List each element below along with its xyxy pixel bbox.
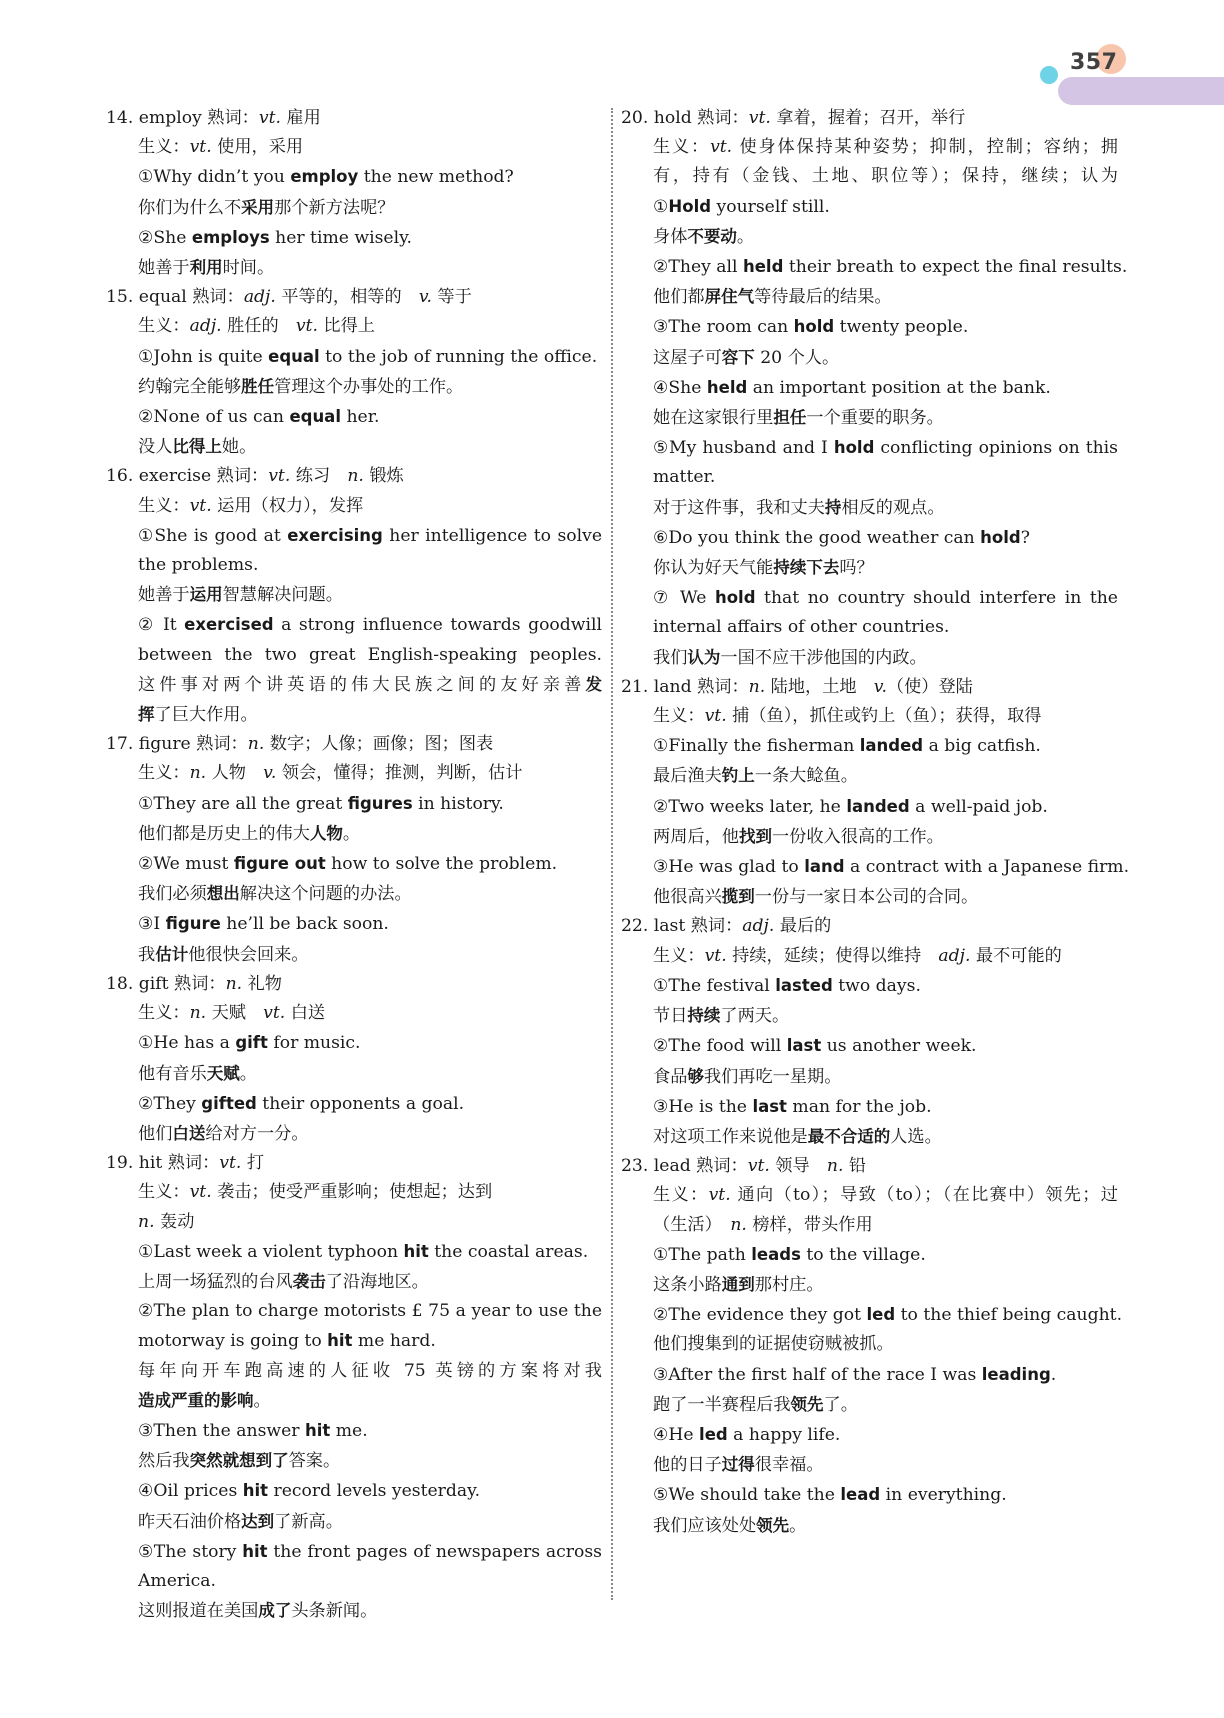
- entry-line: ②They gifted their opponents a goal.: [138, 1093, 465, 1114]
- entry-line: 我们认为一国不应干涉他国的内政。: [653, 647, 927, 668]
- entry-line: 这则报道在美国成了头条新闻。: [138, 1601, 378, 1622]
- entry-line: ①She is good at exercising her intelligence to solve: [138, 525, 602, 546]
- entry-line: 生义：vt. 使身体保持某种姿势；抑制，控制；容纳；拥: [653, 137, 1118, 158]
- entry-line: matter.: [653, 467, 716, 488]
- entry-line: ②She employs her time wisely.: [138, 227, 412, 248]
- entry-line: 生义：vt. 袭击；使受严重影响；使想起；达到: [138, 1182, 493, 1203]
- entry-line: 昨天石油价格达到了新高。: [138, 1511, 343, 1532]
- entry-line: 然后我突然就想到了答案。: [138, 1451, 341, 1472]
- entry-line: 对于这件事，我和丈夫持相反的观点。: [653, 497, 945, 518]
- entry-line: ⑤The story hit the front pages of newspapers across: [138, 1541, 602, 1562]
- entry-line: 食品够我们再吃一星期。: [653, 1066, 842, 1087]
- entry-line: ①Why didn’t you employ the new method?: [138, 167, 514, 188]
- entry-line: ①He has a gift for music.: [138, 1033, 361, 1054]
- entry-17: [106, 730, 602, 970]
- entry-line: ⑤My husband and I hold conflicting opinions on this: [653, 438, 1118, 459]
- entry-line: 我们必须想出解决这个问题的办法。: [138, 884, 412, 905]
- entry-line: 我估计他很快会回来。: [138, 944, 309, 965]
- entry-line: ② It exercised a strong influence towards goodwill: [138, 615, 602, 636]
- entry-line: 最后渔夫钓上一条大鲶鱼。: [653, 766, 858, 787]
- left-column: [106, 104, 602, 1626]
- entry-line: 你认为好天气能持续下去吗？: [653, 558, 874, 579]
- entry-line: 他们都是历史上的伟大人物。: [138, 823, 361, 844]
- entry-headword-line: 19. hit 熟词：vt. 打: [106, 1153, 265, 1174]
- entry-headword-line: 21. land 熟词：n. 陆地，土地 v.（使）登陆: [621, 676, 973, 697]
- entry-line: 生义：vt. 持续，延续；使得以维持 adj. 最不可能的: [653, 945, 1062, 966]
- entry-line: ①They are all the great figures in history.: [138, 793, 504, 814]
- entry-headword-line: 16. exercise 熟词：vt. 练习 n. 锻炼: [106, 466, 404, 487]
- entry-line: internal affairs of other countries.: [653, 617, 950, 638]
- entry-15: [106, 283, 602, 462]
- entry-line: 他们都屏住气等待最后的结果。: [653, 287, 892, 308]
- entry-headword-line: 15. equal 熟词：adj. 平等的，相等的 v. 等于: [106, 287, 472, 308]
- entry-headword-line: 18. gift 熟词：n. 礼物: [106, 973, 282, 994]
- entry-line: ⑤We should take the lead in everything.: [653, 1485, 1007, 1506]
- entry-14: [106, 104, 602, 283]
- entry-line: 挥了巨大作用。: [138, 705, 258, 726]
- entry-line: 她在这家银行里担任一个重要的职务。: [653, 408, 944, 429]
- entry-line: ③He was glad to land a contract with a Japanese firm.: [653, 857, 1130, 878]
- entry-line: 他很高兴揽到一份与一家日本公司的合同。: [653, 887, 979, 908]
- entry-19: [106, 1149, 602, 1626]
- entry-line: 他们搜集到的证据使窃贼被抓。: [653, 1334, 894, 1355]
- entry-line: 生义：adj. 胜任的 vt. 比得上: [138, 316, 375, 337]
- entry-line: the problems.: [138, 555, 259, 576]
- entry-line: ④Oil prices hit record levels yesterday.: [138, 1481, 481, 1502]
- entry-line: 她善于利用时间。: [138, 258, 275, 279]
- entry-line: 我们应该处处领先。: [653, 1515, 807, 1536]
- column-divider: [611, 108, 613, 1600]
- entry-line: ③I figure he’ll be back soon.: [138, 914, 389, 935]
- entry-line: 身体不要动。: [653, 226, 755, 247]
- entry-headword-line: 20. hold 熟词：vt. 拿着，握着；召开，举行: [621, 108, 966, 128]
- entry-line: ①Finally the fisherman landed a big catfish.: [653, 736, 1041, 757]
- entry-line: ②The evidence they got led to the thief being caught.: [653, 1305, 1123, 1326]
- entry-line: ⑦ We hold that no country should interfere in the: [653, 588, 1118, 609]
- entry-line: 跑了一半赛程后我领先了。: [653, 1394, 858, 1415]
- entry-line: between the two great English-speaking peoples.: [138, 644, 602, 665]
- entry-line: 生义：n. 天赋 vt. 白送: [138, 1003, 326, 1024]
- entry-line: ①Hold yourself still.: [653, 196, 830, 217]
- entry-line: ③He is the last man for the job.: [653, 1096, 932, 1117]
- entry-line: ②The food will last us another week.: [653, 1036, 977, 1057]
- entry-line: 生义：vt. 运用（权力），发挥: [138, 495, 364, 516]
- entry-line: ③Then the answer hit me.: [138, 1420, 368, 1441]
- entry-headword-line: 22. last 熟词：adj. 最后的: [621, 916, 832, 937]
- entry-line: 你们为什么不采用那个新方法呢？: [138, 197, 395, 218]
- entry-line: motorway is going to hit me hard.: [138, 1331, 436, 1352]
- entry-line: 他有音乐天赋。: [138, 1063, 257, 1084]
- entry-line: ④He led a happy life.: [653, 1424, 841, 1445]
- entry-line: ①The festival lasted two days.: [653, 975, 921, 996]
- page-number: 357: [1070, 50, 1118, 75]
- entry-line: 约翰完全能够胜任管理这个办事处的工作。: [138, 376, 464, 397]
- entry-21: [621, 673, 1130, 913]
- entry-23: [621, 1152, 1123, 1541]
- entry-line: ②None of us can equal her.: [138, 407, 380, 428]
- entry-line: （生活） n. 榜样，带头作用: [653, 1214, 873, 1235]
- entry-line: 这条小路通到那村庄。: [653, 1274, 824, 1295]
- entry-line: ③The room can hold twenty people.: [653, 317, 969, 338]
- entry-line: 节日持续了两天。: [653, 1006, 790, 1027]
- entry-line: 生义：vt. 通向（to）；导致（to）；（在比赛中）领先；过: [653, 1185, 1118, 1206]
- entry-line: 生义：vt. 使用，采用: [138, 137, 304, 158]
- entry-line: ②Two weeks later, he landed a well-paid job.: [653, 796, 1048, 817]
- entry-headword-line: 17. figure 熟词：n. 数字；人像；画像；图；图表: [106, 734, 494, 755]
- entry-headword-line: 23. lead 熟词：vt. 领导 n. 铅: [621, 1156, 867, 1177]
- entry-line: ④She held an important position at the bank.: [653, 377, 1051, 398]
- decorative-bar: [1058, 77, 1224, 105]
- entry-20: [621, 104, 1128, 673]
- entry-line: 没人比得上她。: [138, 437, 257, 458]
- entry-line: ①Last week a violent typhoon hit the coastal areas.: [138, 1241, 589, 1262]
- entry-16: [106, 462, 602, 730]
- entry-line: 上周一场猛烈的台风袭击了沿海地区。: [138, 1271, 429, 1292]
- entry-line: 每年向开车跑高速的人征收 75 英镑的方案将对我: [138, 1360, 602, 1381]
- entry-line: ③After the first half of the race I was leading.: [653, 1364, 1057, 1385]
- entry-18: [106, 970, 602, 1149]
- entry-line: 她善于运用智慧解决问题。: [138, 585, 343, 606]
- decorative-dot-cyan: [1040, 66, 1058, 84]
- entry-line: 这屋子可容下 20 个人。: [653, 347, 840, 368]
- entry-line: 生义：n. 人物 v. 领会，懂得；推测，判断，估计: [138, 763, 523, 784]
- entry-line: 他们白送给对方一分。: [138, 1123, 309, 1144]
- entry-line: 他的日子过得很幸福。: [653, 1455, 824, 1476]
- entry-headword-line: 14. employ 熟词：vt. 雇用: [106, 108, 321, 128]
- entry-line: ①The path leads to the village.: [653, 1244, 926, 1265]
- entry-line: 这件事对两个讲英语的伟大民族之间的友好亲善发: [138, 674, 602, 695]
- entry-line: ②The plan to charge motorists £ 75 a year to use the: [138, 1301, 602, 1322]
- entry-line: 两周后，他找到一份收入很高的工作。: [653, 826, 944, 847]
- entry-line: n. 轰动: [138, 1211, 195, 1232]
- entry-22: [621, 912, 1118, 1152]
- entry-line: ②We must figure out how to solve the problem.: [138, 854, 558, 875]
- entry-line: 造成严重的影响。: [138, 1390, 271, 1411]
- entry-line: ②They all held their breath to expect the final results.: [653, 257, 1128, 278]
- entry-line: ①John is quite equal to the job of running the office.: [138, 346, 598, 367]
- entry-line: 生义：vt. 捕（鱼），抓住或钓上（鱼）；获得，取得: [653, 706, 1042, 727]
- entry-line: 对这项工作来说他是最不合适的人选。: [653, 1126, 942, 1147]
- right-column: [621, 104, 1130, 1541]
- entry-line: 有，持有（金钱、土地、职位等）；保持，继续；认为: [653, 166, 1118, 187]
- entry-line: ⑥Do you think the good weather can hold?: [653, 527, 1030, 548]
- entry-line: America.: [138, 1570, 216, 1591]
